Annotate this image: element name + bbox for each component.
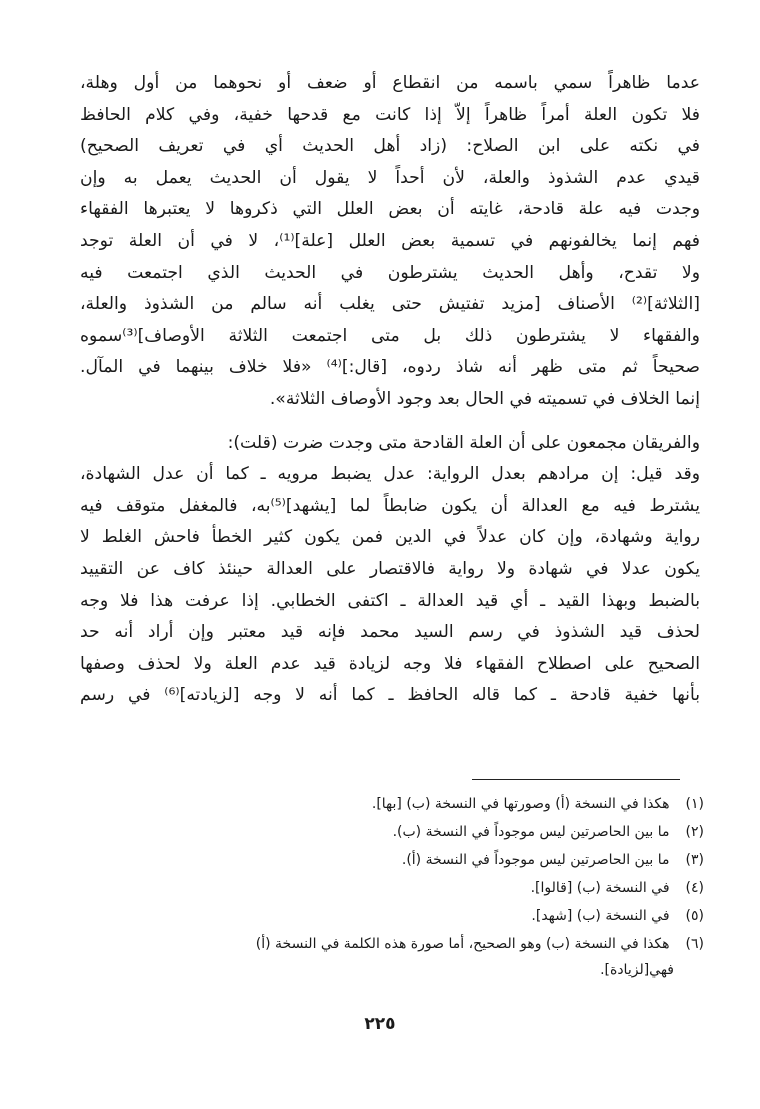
footnote-3 (78, 846, 704, 874)
footnote-text: ما بين الحاصرتين ليس موجوداً في النسخة (أ). (401, 852, 670, 868)
text-line: والفريقان مجمعون على أن العلة القادحة متى وجدت ضرت (قلت): (227, 432, 700, 453)
footnote-number: (٢) (685, 824, 704, 840)
text-line: الصحيح على اصطلاح الفقهاء فلا وجه لزيادة قيد عدم العلة ولا لحذف وصفها (80, 653, 700, 674)
footnote-number: (١) (685, 796, 704, 812)
paragraph-2 (80, 428, 700, 712)
footnotes (78, 790, 704, 982)
text-line: يشترط فيه مع العدالة أن يكون ضابطاً لما [يشهد]⁽⁵⁾به، فالمغفل متوقف فيه (80, 495, 700, 516)
text-line: صحيحاً ثم متى ظهر أنه شاذ ردوه، [قال:]⁽⁴⁾ «فلا خلاف بينهما في المآل. (80, 357, 700, 378)
text-line: [الثلاثة]⁽²⁾ الأصناف [مزيد تفتيش حتى يغلب أنه سالم من الشذوذ والعلة، (80, 294, 700, 315)
footnote-5 (78, 902, 704, 930)
footnote-text: هكذا في النسخة (ب) وهو الصحيح، أما صورة هذه الكلمة في النسخة (أ) (255, 936, 670, 952)
footnote-separator (472, 779, 680, 780)
footnote-1 (78, 790, 704, 818)
footnote-text: في النسخة (ب) [شهد]. (531, 908, 670, 924)
paragraph-gap (80, 416, 700, 428)
footnote-text: فهي[لزيادة]. (600, 962, 674, 978)
footnote-6 (78, 930, 704, 958)
text-line: عدما ظاهراً سمي باسمه من انقطاع أو ضعف أو نحوهما من أول وهلة، (80, 73, 700, 93)
text-line: فلا تكون العلة أمراً ظاهراً إلاّ إذا كانت مع قدحها خفية، وفي كلام الحافظ (80, 104, 700, 125)
text-line: بأنها خفية قادحة ـ كما قاله الحافظ ـ كما أنه لا وجه [لزيادته]⁽⁶⁾ في رسم (80, 685, 700, 706)
footnote-number: (٣) (685, 852, 704, 868)
text-line: رواية وشهادة، وإن كان عدلاً في الدين فمن يكون كثير الخطأ فاحش الغلط لا (80, 527, 700, 548)
footnote-number: (٦) (685, 936, 704, 952)
text-line: وقد قيل: إن مرادهم بعدل الرواية: عدل يضبط مرويه ـ كما أن عدل الشهادة، (80, 464, 700, 485)
text-line: فهم إنما يخالفونهم في تسمية بعض العلل [علة]⁽¹⁾، لا في أن العلة توجد (80, 230, 700, 251)
text-line: في نكته على ابن الصلاح: (زاد أهل الحديث أي في تعريف الصحيح) (80, 136, 700, 157)
text-line: إنما الخلاف في تسميته في الحال بعد وجود الأوصاف الثلاثة». (269, 388, 700, 409)
text-line: يكون عدلا في شهادة ولا رواية فالاقتصار على العدالة حينئذ كاف عن التقييد (80, 558, 700, 579)
page-number: ٢٢٥ (364, 1014, 396, 1034)
footnote-6-continuation (78, 958, 704, 982)
footnote-text: في النسخة (ب) [قالوا]. (530, 880, 670, 896)
footnote-text: ما بين الحاصرتين ليس موجوداً في النسخة (ب). (392, 824, 670, 840)
footnote-text: هكذا في النسخة (أ) وصورتها في النسخة (ب) [بها]. (371, 796, 670, 812)
main-text (80, 68, 700, 712)
text-line: بالضبط وبهذا القيد ـ أي قيد العدالة ـ اكتفى الخطابي. إذا عرفت هذا فلا وجه (80, 590, 700, 611)
text-line: وجدت فيه علة قادحة، غايته أن بعض العلل التي ذكروها لا يعتبرها الفقهاء (80, 199, 700, 220)
footnote-4 (78, 874, 704, 902)
footnote-number: (٥) (685, 908, 704, 924)
paragraph-1 (80, 68, 700, 416)
text-line: ولا تقدح، وأهل الحديث يشترطون في الحديث الذي اجتمعت فيه (80, 262, 700, 283)
footnote-2 (78, 818, 704, 846)
text-line: قيدي عدم الشذوذ والعلة، لأن أحداً لا يقول أن الحديث يعمل به وإن (80, 167, 700, 188)
text-line: والفقهاء لا يشترطون ذلك بل متى اجتمعت الثلاثة الأوصاف]⁽³⁾سموه (80, 325, 700, 346)
text-line: لحذف قيد الشذوذ في رسم السيد محمد فإنه قيد معتبر وإن أراد أنه حد (80, 622, 700, 643)
footnote-number: (٤) (685, 880, 704, 896)
